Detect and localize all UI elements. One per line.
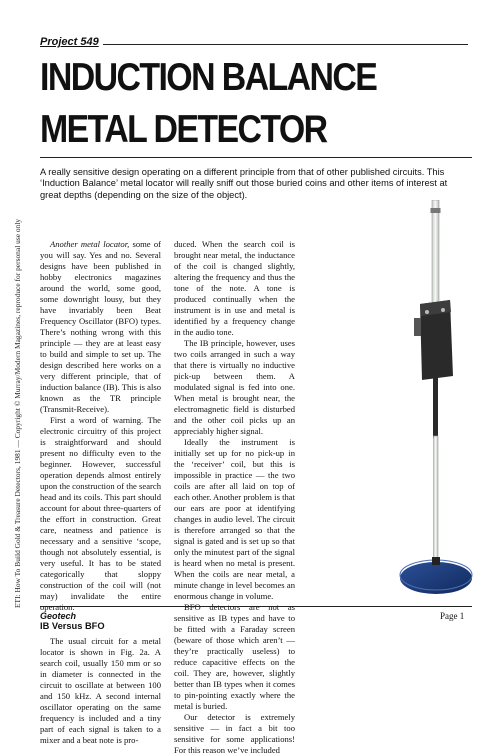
control-knob-icon [425, 310, 429, 314]
col2-paragraph-1: duced. When the search coil is brought near metal, the inductance of the coil is changed slightly, altering the frequency and thus the tone of the note. A tone is produced continually when the instrument is in use and metal is identified by a frequency change in the audio tone. [174, 239, 295, 337]
header-rule [40, 44, 468, 45]
metal-detector-photo [396, 200, 480, 598]
project-header [40, 36, 468, 50]
project-number: Project 549 [40, 36, 103, 48]
col2-paragraph-5: Our detector is extremely sensitive — in fact a bit too sensitive for some applications! For this reason we’ve included [174, 712, 295, 755]
col2-paragraph-2: The IB principle, however, uses two coils arranged in such a way that there is virtually no inductive pick-up between them. A modulated signal is fed into one. When metal is brought near, the electromagnetic field is disturbed and the other coil picks up an appreciably higher signal. [174, 338, 295, 436]
lower-clamp [433, 378, 438, 438]
page-number: Page 1 [440, 611, 465, 621]
col1-paragraph-1-text: some of you will say. Yes and no. Several designs have been published in hobby electronics magazines around the world, some good, some downright lousy, but they have invariably been Beat Frequency Oscillator (BFO) types. There’s nothing wrong with this principle — they are at least easy to build and simple to set up. The design described here works on a very different principle, that of induction balance (IB). This is also known as the TR principle (Transmit-Receive). [40, 239, 161, 414]
article-column-1 [40, 239, 161, 746]
side-handle [414, 318, 421, 336]
lead-in: Another metal locator, [50, 239, 130, 249]
title-rule [40, 157, 472, 158]
publisher-footer: Geotech [40, 611, 77, 621]
copyright-note: ETI: How To Build Gold & Treasure Detectors, 1981 — Copyright © Murray/Modern Magazines, reproduce for personal use only [13, 218, 22, 608]
col1-paragraph-3: The usual circuit for a metal locator is shown in Fig. 2a. A search coil, usually 150 mm or so in diameter is connected in the circuit to oscillate at between 100 and 150 kHz. A second internal oscillator operating on the same frequency is included and a tiny part of each signal is taken to a mixer and a beat note is pro- [40, 636, 161, 745]
footer-rule [40, 606, 472, 607]
rod-clip [431, 208, 441, 213]
title-line-2: METAL DETECTOR [40, 108, 327, 151]
intro-paragraph: A really sensitive design operating on a different principle from that of other published circuits. This ‘Induction Balance’ metal locator will really sniff out those buried coins and other items of interest at great depths (depending on the size of the object). [40, 167, 448, 200]
col1-paragraph-1 [40, 239, 161, 415]
switch-icon [441, 308, 445, 312]
coil-mount [432, 557, 440, 565]
article-column-2 [174, 239, 295, 756]
col1-paragraph-2: First a word of warning. The electronic circuitry of this project is straightforward and should present no difficulty even to the beginner. However, successful operation depends almost entirely upon the construction of the search head and its coils. This part should account for about three-quarters of the effort in construction. Great care, neatness and patience is necessary and a sensitive ‘scope, though not absolutely essential, is very useful. It has to be stated categorically that sloppy construction of the coil will (not may) invalidate the entire operation. [40, 415, 161, 612]
title-line-1: INDUCTION BALANCE [40, 56, 377, 99]
copyright-sidebar [2, 96, 24, 608]
col2-paragraph-3: Ideally the instrument is initially set up for no pick-up in the ‘receiver’ coil, but this is impossible in practice — the two coils are after all laid on top of each other. Another problem is that our ears are poor at identifying changes in audio level. The circuit is therefore arranged so that the signal is gated and is set up so that only the minutest part of the signal is heard when no metal is present. When the coils are near metal, a minute change in level becomes an enormous change in volume. [174, 437, 295, 601]
section-heading: IB Versus BFO [40, 621, 105, 631]
search-coil [400, 562, 472, 594]
lower-rod [434, 436, 439, 562]
col2-paragraph-4: BFO detectors are not as sensitive as IB types and have to be fitted with a Faraday screen (beware of those which aren’t — they’re practically useless) to reduce capacitive effects on the coil. They are, however, slightly better than IB types when it comes to pin-pointing exactly where the metal is buried. [174, 602, 295, 711]
